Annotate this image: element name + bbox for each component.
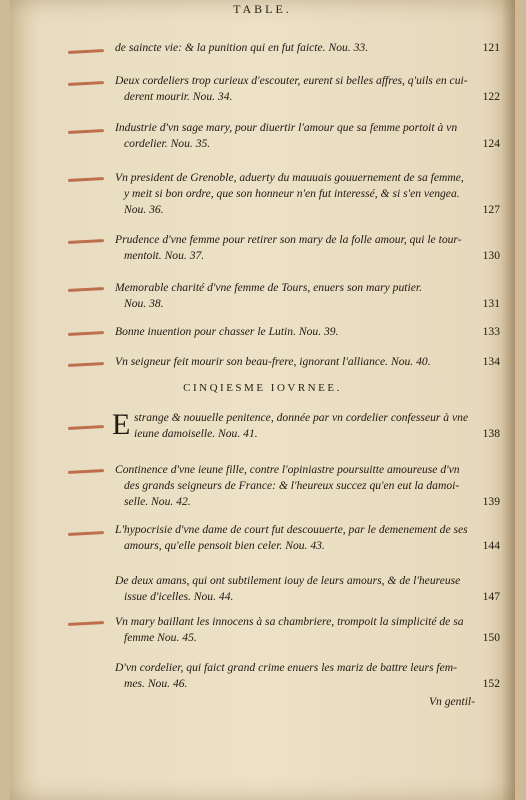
- page-number: 150: [482, 631, 500, 644]
- entry-line: mes. Nou. 46. 152: [124, 677, 500, 690]
- page-number: 121: [482, 41, 500, 54]
- entry-line: D'vn cordelier, qui faict grand crime enuers les mariz de battre leurs fem-: [115, 661, 457, 674]
- page-number: 152: [482, 677, 500, 690]
- entry-line: cordelier. Nou. 35. 124: [124, 137, 500, 150]
- entry-line: femme Nou. 45. 150: [124, 631, 500, 644]
- page-number: 134: [482, 355, 500, 368]
- entry-line: Vn seigneur feit mourir son beau-frere, ignorant l'alliance. Nou. 40. 134: [115, 355, 500, 368]
- entry-line: Vn mary baillant les innocens à sa chambriere, trompoit la simplicité de sa: [115, 615, 464, 628]
- entry-line: ieune damoiselle. Nou. 41. 138: [134, 427, 500, 440]
- entry-line: Nou. 36. 127: [124, 203, 500, 216]
- book-page: [10, 0, 515, 800]
- toc-entry: [115, 462, 500, 510]
- margin-mark: [68, 239, 104, 244]
- entry-line: mentoit. Nou. 37. 130: [124, 249, 500, 262]
- drop-cap: E: [112, 408, 131, 441]
- page-number: 130: [482, 249, 500, 262]
- entry-line: Industrie d'vn sage mary, pour diuertir l'amour que sa femme portoit à vn: [115, 121, 458, 134]
- toc-entry: [115, 354, 500, 370]
- margin-mark: [68, 469, 104, 474]
- entry-line: y meit si bon ordre, que son honneur n'en fut interessé, & si s'en vengea.: [124, 187, 460, 200]
- entry-line: Continence d'vne ieune fille, contre l'opiniastre poursuitte amoureuse d'vn: [115, 463, 460, 476]
- entry-line: selle. Nou. 42. 139: [124, 495, 500, 508]
- margin-mark: [68, 621, 104, 626]
- entry-line: derent mourir. Nou. 34. 122: [124, 90, 500, 103]
- toc-entry: [115, 522, 500, 554]
- entry-line: Deux cordeliers trop curieux d'escouter, eurent si belles affres, q'uils en cui-: [115, 74, 468, 87]
- page-number: 138: [482, 427, 500, 440]
- toc-entry: [115, 280, 500, 312]
- page-number: 147: [482, 590, 500, 603]
- section-heading: CINQIESME IOVRNEE.: [183, 382, 342, 394]
- entry-line: issue d'icelles. Nou. 44. 147: [124, 590, 500, 603]
- toc-entry: [115, 40, 500, 56]
- page-number: 127: [482, 203, 500, 216]
- entry-line: De deux amans, qui ont subtilement iouy de leurs amours, & de l'heureuse: [115, 574, 461, 587]
- entry-line: de saincte vie: & la punition qui en fut faicte. Nou. 33. 121: [115, 41, 500, 54]
- entry-line: Nou. 38. 131: [124, 297, 500, 310]
- entry-line: strange & nouuelle penitence, donnée par vn cordelier confesseur à vne: [134, 411, 469, 424]
- margin-mark: [68, 49, 104, 54]
- toc-entry: [115, 120, 500, 152]
- margin-mark: [68, 362, 104, 367]
- margin-mark: [68, 81, 104, 86]
- entry-line: L'hypocrisie d'vne dame de court fut descouuerte, par le demenement de ses: [115, 523, 468, 536]
- page-number: 124: [482, 137, 500, 150]
- toc-entry: [115, 232, 500, 264]
- margin-mark: [68, 287, 104, 292]
- margin-mark: [68, 531, 104, 536]
- entry-line: des grands seigneurs de France: & l'heureux succez qu'en eut la damoi-: [124, 479, 460, 492]
- entry-line: Memorable charité d'vne femme de Tours, enuers son mary putier.: [115, 281, 422, 294]
- entry-line: amours, qu'elle pensoit bien celer. Nou. 43. 144: [124, 539, 500, 552]
- page-number: 133: [482, 325, 500, 338]
- toc-entry: [115, 614, 500, 646]
- toc-entry: [115, 73, 500, 105]
- toc-entry: [115, 573, 500, 605]
- toc-entry: [134, 410, 500, 442]
- page-spine-shadow: [501, 0, 515, 800]
- margin-mark: [68, 425, 104, 430]
- entry-line: Prudence d'vne femme pour retirer son mary de la folle amour, qui le tour-: [115, 233, 462, 246]
- entry-line: Vn president de Grenoble, aduerty du mauuais gouuernement de sa femme,: [115, 171, 464, 184]
- page-number: 122: [482, 90, 500, 103]
- page-number: 131: [482, 297, 500, 310]
- page-number: 139: [482, 495, 500, 508]
- running-header: TABLE.: [233, 2, 292, 16]
- toc-entry: [115, 660, 500, 692]
- margin-mark: [68, 331, 104, 336]
- page-number: 144: [482, 539, 500, 552]
- margin-mark: [68, 129, 104, 134]
- toc-entry: [115, 170, 500, 218]
- catchword: Vn gentil-: [428, 695, 475, 708]
- margin-mark: [68, 177, 104, 182]
- entry-line: Bonne inuention pour chasser le Lutin. Nou. 39. 133: [115, 325, 500, 338]
- toc-entry: [115, 324, 500, 340]
